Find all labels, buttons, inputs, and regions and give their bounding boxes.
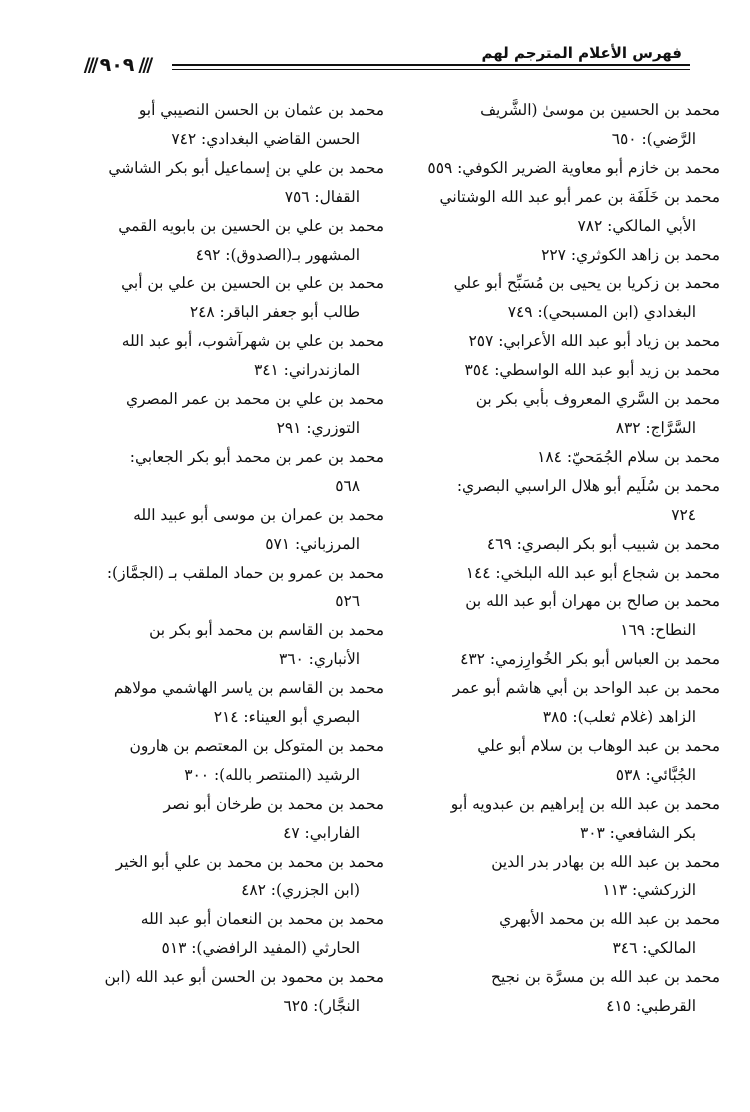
index-entry — [398, 848, 720, 906]
slash-ornament-icon: /// — [138, 54, 151, 76]
index-entry — [398, 530, 720, 559]
entry-text: محمد بن سُلَيم أبو هلال الراسبي البصري: — [456, 476, 720, 495]
entry-text: محمد بن عبد الله بن إبراهيم بن عبدويه أبو — [450, 794, 720, 813]
entry-text: محمد بن زيد أبو عبد الله الواسطي: ٣٥٤ — [464, 361, 720, 380]
index-entry — [398, 963, 720, 1021]
page-header — [62, 36, 690, 86]
entry-continuation: ٥٢٦ — [335, 592, 360, 611]
entry-continuation: النطاح: ١٦٩ — [620, 621, 696, 640]
index-entry — [398, 241, 720, 270]
index-entry — [398, 385, 720, 443]
entry-continuation: بكر الشافعي: ٣٠٣ — [579, 823, 696, 842]
entry-continuation: المرزباني: ٥٧١ — [265, 534, 360, 553]
index-entry — [62, 963, 384, 1021]
entry-text: محمد بن محمود بن الحسن أبو عبد الله (ابن — [104, 968, 384, 987]
entry-text: محمد بن علي بن إسماعيل أبو بكر الشاشي — [108, 158, 384, 177]
entry-continuation: ٥٦٨ — [335, 476, 360, 495]
index-entry — [62, 905, 384, 963]
entry-text: محمد بن زياد أبو عبد الله الأعرابي: ٢٥٧ — [468, 332, 720, 351]
entry-text: محمد بن السَّري المعروف بأبي بكر بن — [475, 390, 720, 409]
index-entry — [62, 327, 384, 385]
entry-text: محمد بن عبد الله بن مسرَّة بن نجيح — [491, 968, 720, 987]
header-rule-thin — [172, 69, 690, 70]
index-entry — [398, 356, 720, 385]
entry-text: محمد بن القاسم بن محمد أبو بكر بن — [149, 621, 384, 640]
index-entry — [62, 790, 384, 848]
entry-continuation: المازندراني: ٣٤١ — [253, 361, 360, 380]
index-entry — [398, 96, 720, 154]
entry-text: محمد بن عمرو بن حماد الملقب بـ (الجمَّاز): — [106, 563, 384, 582]
entry-text: محمد بن علي بن الحسين بن علي بن أبي — [121, 274, 384, 293]
index-entry — [62, 559, 384, 617]
entry-continuation: ٧٢٤ — [671, 505, 696, 524]
entry-text: محمد بن عبد الله بن محمد الأبهري — [499, 910, 720, 929]
index-entry — [398, 790, 720, 848]
page-number-box — [62, 50, 172, 80]
entry-continuation: الأبي المالكي: ٧٨٢ — [577, 216, 696, 235]
index-entry — [398, 587, 720, 645]
entry-continuation: الزركشي: ١١٣ — [602, 881, 696, 900]
entry-text: محمد بن عمر بن محمد أبو بكر الجعابي: — [129, 447, 384, 466]
entry-text: محمد بن علي بن شهرآشوب، أبو عبد الله — [121, 332, 384, 351]
entry-text: محمد بن عمران بن موسى أبو عبيد الله — [133, 505, 384, 524]
entry-continuation: القفال: ٧٥٦ — [284, 187, 360, 206]
entry-text: محمد بن علي بن الحسين بن بابويه القمي — [118, 216, 384, 235]
index-entry — [62, 732, 384, 790]
entry-continuation: الفارابي: ٤٧ — [283, 823, 360, 842]
index-entry — [398, 905, 720, 963]
slash-ornament-icon: /// — [83, 54, 96, 76]
index-entry — [398, 183, 720, 241]
entry-continuation: (ابن الجزري): ٤٨٢ — [241, 881, 360, 900]
entry-continuation: البغدادي (ابن المسبحي): ٧٤٩ — [507, 303, 696, 322]
entry-text: محمد بن عثمان بن الحسن النصيبي أبو — [138, 101, 384, 119]
entry-text: محمد بن محمد بن النعمان أبو عبد الله — [140, 910, 384, 929]
entry-text: محمد بن عبد الله بن بهادر بدر الدين — [491, 852, 720, 871]
index-entry — [398, 154, 720, 183]
index-entry — [398, 559, 720, 588]
entry-text: محمد بن شبيب أبو بكر البصري: ٤٦٩ — [486, 534, 720, 553]
entry-text: محمد بن صالح بن مهران أبو عبد الله بن — [465, 592, 720, 611]
entry-text: محمد بن خَلَفَة بن عمر أبو عبد الله الوشتاني — [439, 187, 720, 206]
index-entry — [62, 154, 384, 212]
index-entry — [398, 472, 720, 530]
entry-continuation: المالكي: ٣٤٦ — [612, 939, 696, 958]
entry-continuation: الحارثي (المفيد الرافضي): ٥١٣ — [161, 939, 360, 958]
entry-continuation: المشهور بـ(الصدوق): ٤٩٢ — [195, 245, 360, 264]
entry-text: محمد بن زكريا بن يحيى بن مُسَبِّح أبو علي — [453, 274, 720, 293]
index-entry — [398, 443, 720, 472]
page-number: ٩٠٩ — [99, 54, 135, 76]
entry-text: محمد بن القاسم بن ياسر الهاشمي مولاهم — [113, 679, 384, 698]
entry-continuation: التوزري: ٢٩١ — [276, 418, 360, 437]
entry-continuation: السَّرَّاج: ٨٣٢ — [615, 418, 696, 437]
entry-continuation: الأنباري: ٣٦٠ — [278, 650, 360, 669]
entry-text: محمد بن زاهد الكوثري: ٢٢٧ — [541, 245, 720, 264]
index-entry — [398, 732, 720, 790]
index-entry — [398, 645, 720, 674]
entry-text: محمد بن الحسين بن موسىٰ (الشَّريف — [480, 101, 720, 119]
running-title: فهرس الأعلام المترجم لهم — [481, 44, 682, 62]
entry-text: محمد بن عبد الواحد بن أبي هاشم أبو عمر — [452, 679, 720, 698]
index-entry — [62, 848, 384, 906]
index-entry — [62, 96, 384, 154]
entry-continuation: القرطبي: ٤١٥ — [606, 997, 696, 1016]
index-entry — [398, 327, 720, 356]
entry-text: محمد بن شجاع أبو عبد الله البلخي: ١٤٤ — [465, 563, 720, 582]
entry-text: محمد بن المتوكل بن المعتصم بن هارون — [129, 736, 384, 755]
index-entry — [62, 443, 384, 501]
entry-continuation: طالب أبو جعفر الباقر: ٢٤٨ — [189, 303, 360, 322]
index-entry — [62, 269, 384, 327]
entry-continuation: النجَّار): ٦٢٥ — [283, 997, 360, 1016]
entry-continuation: الرَّضي): ٦٥٠ — [611, 129, 696, 148]
index-entry — [62, 385, 384, 443]
entry-text: محمد بن عبد الوهاب بن سلام أبو علي — [477, 736, 720, 755]
index-column-right — [398, 96, 720, 1021]
entry-text: محمد بن علي بن محمد بن عمر المصري — [126, 390, 384, 409]
index-entry — [398, 674, 720, 732]
entry-text: محمد بن خازم أبو معاوية الضرير الكوفي: ٥٥٩ — [427, 158, 720, 177]
index-entry — [62, 674, 384, 732]
entry-text: محمد بن العباس أبو بكر الخُوارِزمي: ٤٣٢ — [460, 650, 720, 669]
entry-continuation: الرشيد (المنتصر بالله): ٣٠٠ — [184, 765, 360, 784]
index-entry — [62, 616, 384, 674]
entry-continuation: الحسن القاضي البغدادي: ٧٤٢ — [171, 129, 360, 148]
entry-text: محمد بن سلام الجُمَحيّ: ١٨٤ — [537, 447, 720, 466]
index-column-left — [62, 96, 384, 1021]
header-rule — [172, 64, 690, 66]
entry-continuation: البصري أبو العيناء: ٢١٤ — [213, 708, 360, 727]
entry-text: محمد بن محمد بن طرخان أبو نصر — [163, 794, 384, 813]
index-entry — [398, 269, 720, 327]
index-entry — [62, 501, 384, 559]
index-entry — [62, 212, 384, 270]
entry-continuation: الجُبَّائي: ٥٣٨ — [615, 765, 696, 784]
entry-text: محمد بن محمد بن محمد بن علي أبو الخير — [115, 852, 384, 871]
entry-continuation: الزاهد (غلام ثعلب): ٣٨٥ — [542, 708, 696, 727]
